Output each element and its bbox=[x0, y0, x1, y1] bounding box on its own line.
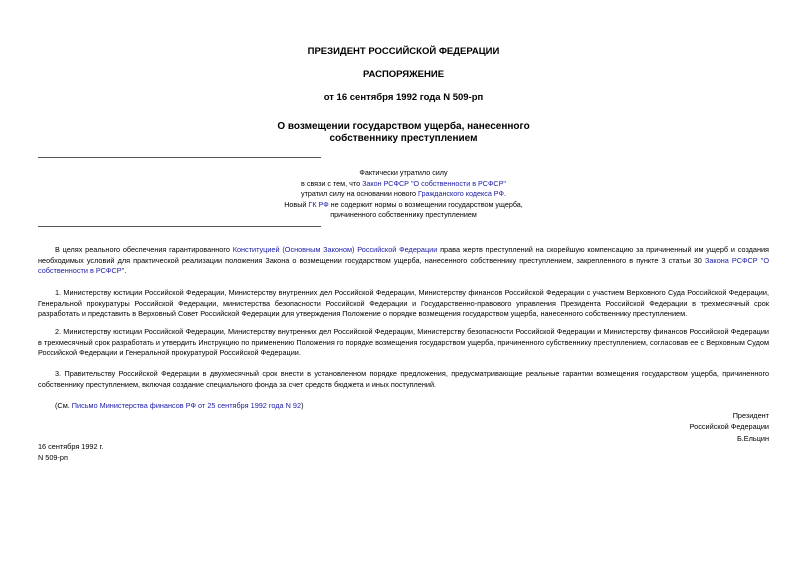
status-note-line-1: Фактически утратило силу bbox=[359, 168, 448, 177]
signature-name: Б.Ельцин bbox=[736, 433, 769, 443]
civil-code-link[interactable]: Гражданского кодекса РФ bbox=[418, 189, 504, 198]
divider-top bbox=[38, 157, 321, 158]
status-note-text: в связи с тем, что bbox=[301, 178, 363, 188]
footer-date: 16 сентября 1992 г. bbox=[38, 442, 104, 451]
status-note-line-4 bbox=[0, 200, 807, 211]
signature-title: Президент bbox=[732, 411, 769, 420]
property-law-link[interactable]: Закона РСФСР "О собственности в РСФСР" bbox=[38, 255, 769, 276]
footer-number: N 509-рп bbox=[38, 453, 68, 463]
clause-3-paragraph bbox=[38, 369, 769, 390]
paragraph-text: 1. Министерству юстиции Российской Федерации, Министерству внутренних дел Российской Федерации, Министерству финансов Российской Федерации с участием Верховного Суда Российской Федерации, Генеральной прокуратуры Российской Федерации, министерства безопасности Российской Федерации и Государственно-правового управления Президента Российской Федерации в трехмесячный срок разработать и представить в Верховный Совет Российской Федерации для утверждения Положение о порядке возмещения государством ущерба, нанесенного собственнику преступлением. bbox=[38, 288, 769, 319]
issuer-heading: ПРЕЗИДЕНТ РОССИЙСКОЙ ФЕДЕРАЦИИ bbox=[307, 46, 500, 57]
doc-title bbox=[0, 121, 807, 145]
paragraph-text: права жертв преступлений на скорейшую компенсацию за причиненный им ущерб и создания необходимых условий для практической реализации положения Закона о возмещении государством ущерба, нанесенного собственнику преступлением, закрепленного в пункте 3 статьи 30 bbox=[38, 245, 769, 265]
clause-2-paragraph bbox=[38, 327, 769, 359]
doc-title-line-2: собственнику преступлением bbox=[329, 133, 478, 144]
clause-1-paragraph bbox=[38, 288, 769, 320]
preamble-paragraph bbox=[38, 245, 769, 277]
constitution-link[interactable]: Конституцией (Основным Законом) Российской Федерации bbox=[232, 245, 438, 254]
signature-org: Российской Федерации bbox=[689, 422, 769, 432]
status-note-text: не содержит нормы о возмещении государством ущерба, bbox=[328, 199, 523, 209]
paragraph-text: 3. Правительству Российской Федерации в двухмесячный срок внести в установленном порядке предложения, предусматривающие реальные гарантии возмещения государством ущерба, причиненного собственнику преступлением, включая создание специального фонда за счет средств бюджета и иных поступлений. bbox=[38, 369, 769, 389]
paragraph-text: ) bbox=[301, 401, 304, 410]
finance-ministry-letter-link[interactable]: Письмо Министерства финансов РФ от 25 сентября 1992 года N 92 bbox=[71, 401, 302, 410]
status-note-text: . bbox=[504, 189, 506, 198]
status-note-text: Новый bbox=[284, 199, 309, 209]
doc-title-line-1: О возмещении государством ущерба, нанесенного bbox=[277, 121, 530, 132]
paragraph-text: 2. Министерству юстиции Российской Федерации, Министерству внутренних дел Российской Федерации, Министерству безопасности Российской Федерации и Министерству финансов Российской Федерации в трехмесячный срок разработать и утвердить Инструкцию по применению Положения го порядке возмещения государством ущерба, причиненного субственнику преступлением, согласовав ее с Верховным Судом Российской Федерации и Генеральной прокуратурой Российской Федерации. bbox=[38, 327, 769, 358]
gk-rf-link[interactable]: ГК РФ bbox=[308, 199, 329, 209]
paragraph-text: В целях реального обеспечения гарантированного bbox=[55, 245, 233, 254]
divider-bottom bbox=[38, 226, 321, 227]
see-also-paragraph bbox=[38, 401, 769, 412]
status-note bbox=[0, 168, 807, 221]
status-note-line-5: причиненного собственнику преступлением bbox=[330, 210, 477, 219]
status-note-text: утратил силу на основании нового bbox=[300, 189, 419, 198]
status-note-line-2 bbox=[0, 179, 807, 190]
doc-type-heading: РАСПОРЯЖЕНИЕ bbox=[362, 69, 445, 80]
paragraph-text: (См. bbox=[55, 401, 72, 410]
law-link[interactable]: Закон РСФСР "О собственности в РСФСР" bbox=[362, 178, 506, 188]
footer-block bbox=[38, 441, 103, 464]
doc-date-heading: от 16 сентября 1992 года N 509-рп bbox=[323, 92, 484, 103]
status-note-line-3 bbox=[0, 189, 807, 200]
signature-block bbox=[690, 410, 769, 444]
paragraph-text: . bbox=[124, 266, 127, 276]
